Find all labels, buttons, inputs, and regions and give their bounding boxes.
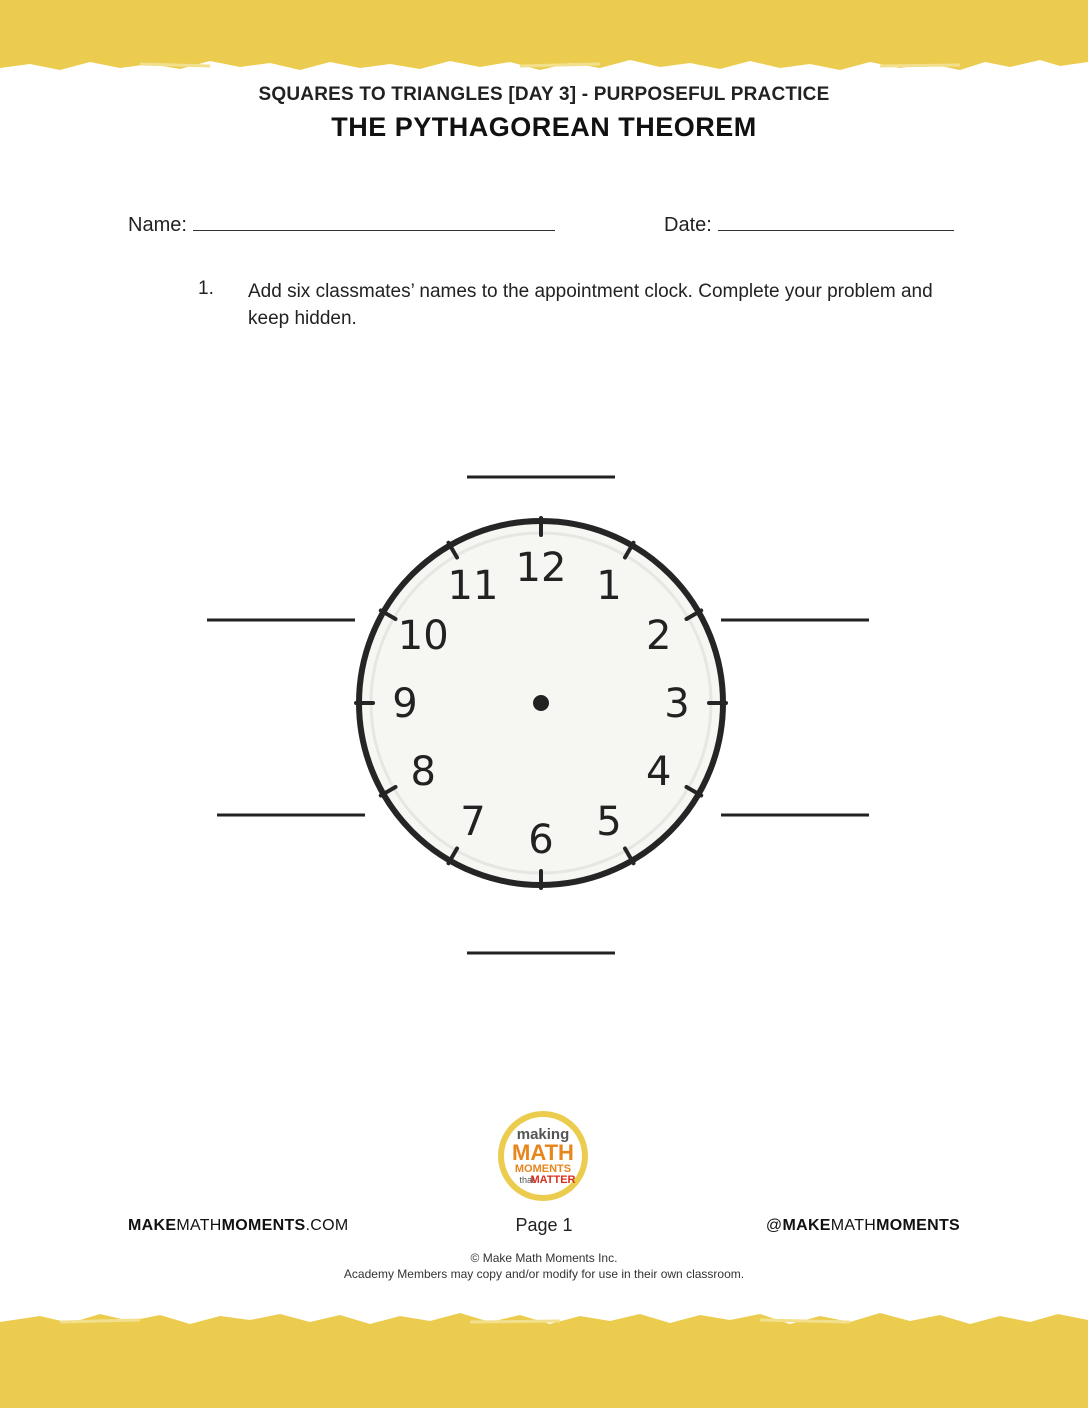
- svg-text:MATTER: MATTER: [530, 1174, 576, 1186]
- clock-number: 8: [410, 749, 436, 795]
- svg-text:that: that: [519, 1175, 535, 1185]
- clock-number: 5: [596, 798, 622, 845]
- date-label: Date:: [664, 214, 712, 236]
- footer-website-link[interactable]: MAKEMATHMOMENTS.COM: [128, 1217, 349, 1234]
- clock-number: 2: [646, 613, 672, 659]
- license-line: Academy Members may copy and/or modify for use in their own classroom.: [343, 1267, 745, 1281]
- question-text: Add six classmates’ names to the appointment clock. Complete your problem and keep hidden.: [248, 281, 933, 329]
- clock-number: 9: [392, 681, 418, 727]
- clock-number: 4: [646, 749, 672, 795]
- making-math-moments-logo: [497, 1110, 589, 1202]
- clock-number: 11: [447, 563, 499, 610]
- clock-number: 10: [397, 613, 449, 659]
- name-label: Name:: [128, 214, 187, 236]
- copyright-line: © Make Math Moments Inc.: [470, 1251, 618, 1265]
- clock-center-dot: [533, 695, 549, 711]
- worksheet-title: THE PYTHAGOREAN THEOREM: [331, 112, 757, 142]
- question-number: 1.: [198, 278, 214, 299]
- page-number: Page 1: [515, 1215, 573, 1235]
- clock-number: 7: [460, 798, 486, 845]
- copyright-notice: [0, 1250, 1088, 1282]
- svg-text:MOMENTS: MOMENTS: [514, 1163, 572, 1175]
- svg-text:MATH: MATH: [512, 1140, 574, 1165]
- clock-number: 1: [596, 563, 622, 610]
- clock-number: 12: [515, 545, 567, 591]
- clock-number: 6: [528, 817, 554, 863]
- clock-number: 3: [664, 681, 690, 727]
- worksheet-subtitle: SQUARES TO TRIANGLES [DAY 3] - PURPOSEFUL PRACTICE: [258, 84, 830, 105]
- footer-social-handle[interactable]: @MAKEMATHMOMENTS: [765, 1217, 960, 1234]
- svg-text:making: making: [516, 1126, 570, 1143]
